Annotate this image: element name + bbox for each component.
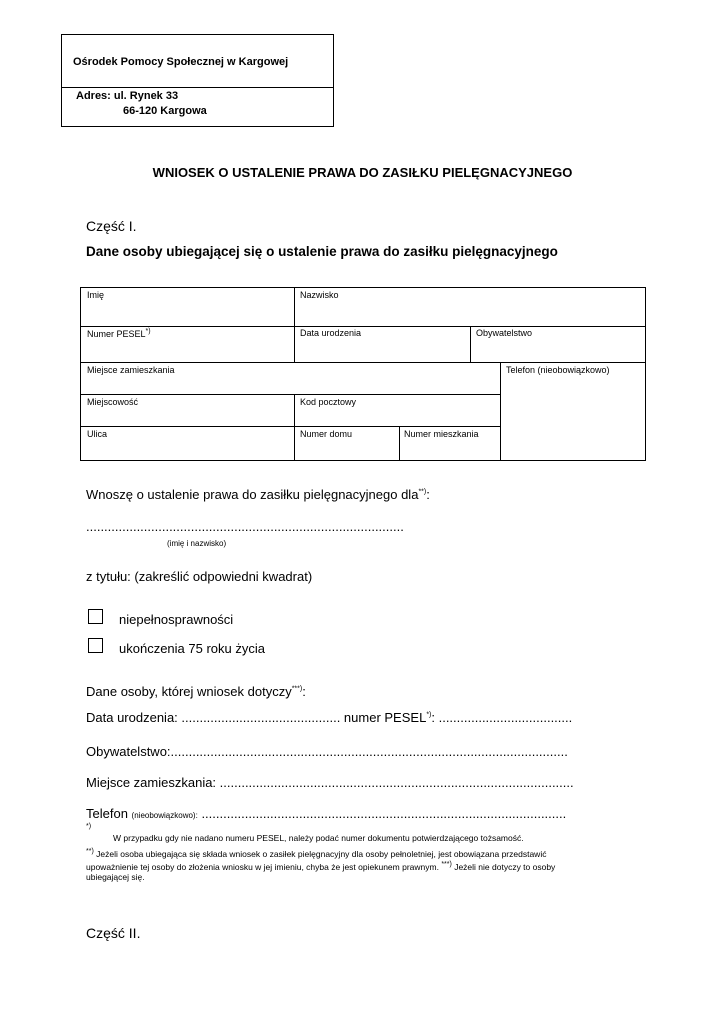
name-caption: (imię i nazwisko)	[167, 539, 227, 548]
table-line	[81, 326, 645, 327]
name-dotted-line: ........................................................................................	[86, 519, 404, 534]
field-house-number: Numer domu	[300, 429, 353, 439]
field-postal-code: Kod pocztowy	[300, 397, 357, 407]
field-residence: Miejsce zamieszkania	[87, 365, 175, 375]
checkbox-disability[interactable]	[88, 609, 103, 624]
person-heading: Dane osoby, której wniosek dotyczy***):	[86, 684, 306, 699]
table-line	[470, 326, 471, 362]
form-title: WNIOSEK O USTALENIE PRAWA DO ZASIŁKU PIELĘGNACYJNEGO	[152, 165, 573, 180]
field-locality: Miejscowość	[87, 397, 139, 407]
part2-heading: Część II.	[86, 925, 141, 941]
field-first-name: Imię	[87, 290, 105, 300]
office-header-box	[61, 34, 334, 127]
phone-line: Telefon (nieobowiązkowo): .....................................................................................................	[86, 806, 567, 821]
field-apartment-number: Numer mieszkania	[404, 429, 479, 439]
citizenship-line: Obywatelstwo:..............................................................................................................	[86, 744, 568, 759]
table-line	[81, 362, 645, 363]
office-address-line1: Adres: ul. Rynek 33	[76, 90, 179, 102]
footnote2: **) Jeżeli osoba ubiegająca się składa wniosek o zasiłek pielęgnacyjny dla osoby pełnoletniej, jest obowiązana przedstawić	[86, 848, 547, 859]
checkbox-age-75[interactable]	[88, 638, 103, 653]
table-line	[81, 394, 500, 395]
table-line	[294, 288, 295, 362]
part1-subheading: Dane osoby ubiegającej się o ustalenie prawa do zasiłku pielęgnacyjnego	[86, 244, 558, 259]
applicant-data-table	[80, 287, 646, 461]
field-last-name: Nazwisko	[300, 290, 339, 300]
option-disability-label: niepełnosprawności	[119, 612, 234, 627]
part1-heading: Część I.	[86, 218, 137, 234]
footnote3-continued: ubiegającej się.	[86, 872, 145, 882]
table-line	[294, 394, 295, 460]
residence-line: Miejsce zamieszkania: ..................................................................................................	[86, 775, 574, 790]
office-address-line2: 66-120 Kargowa	[123, 105, 207, 117]
footnote1: W przypadku gdy nie nadano numeru PESEL, należy podać numer dokumentu potwierdzającego tożsamość.	[113, 833, 524, 843]
field-birth-date: Data urodzenia	[300, 328, 362, 338]
office-divider	[62, 87, 333, 88]
field-street: Ulica	[87, 429, 108, 439]
table-line	[500, 362, 501, 460]
request-text: Wnoszę o ustalenie prawa do zasiłku pielęgnacyjnego dla**):	[86, 487, 430, 502]
footnote2-continued: upoważnienie tej osoby do złożenia wniosku w jej imieniu, chyba że jest opiekunem prawnym. ***) Jeżeli nie dotyczy to osoby	[86, 861, 556, 872]
birth-pesel-line: Data urodzenia: ............................................ numer PESEL*): .....................................	[86, 710, 573, 725]
field-pesel: Numer PESEL*)	[87, 328, 151, 339]
office-name: Ośrodek Pomocy Społecznej w Kargowej	[73, 56, 289, 68]
footnote1-mark: *)	[86, 823, 92, 830]
table-line	[399, 426, 400, 460]
field-citizenship: Obywatelstwo	[476, 328, 533, 338]
field-phone: Telefon (nieobowiązkowo)	[506, 365, 610, 375]
title-instruction: z tytułu: (zakreślić odpowiedni kwadrat)	[86, 569, 313, 584]
option-age-75-label: ukończenia 75 roku życia	[119, 641, 265, 656]
table-line	[81, 426, 500, 427]
